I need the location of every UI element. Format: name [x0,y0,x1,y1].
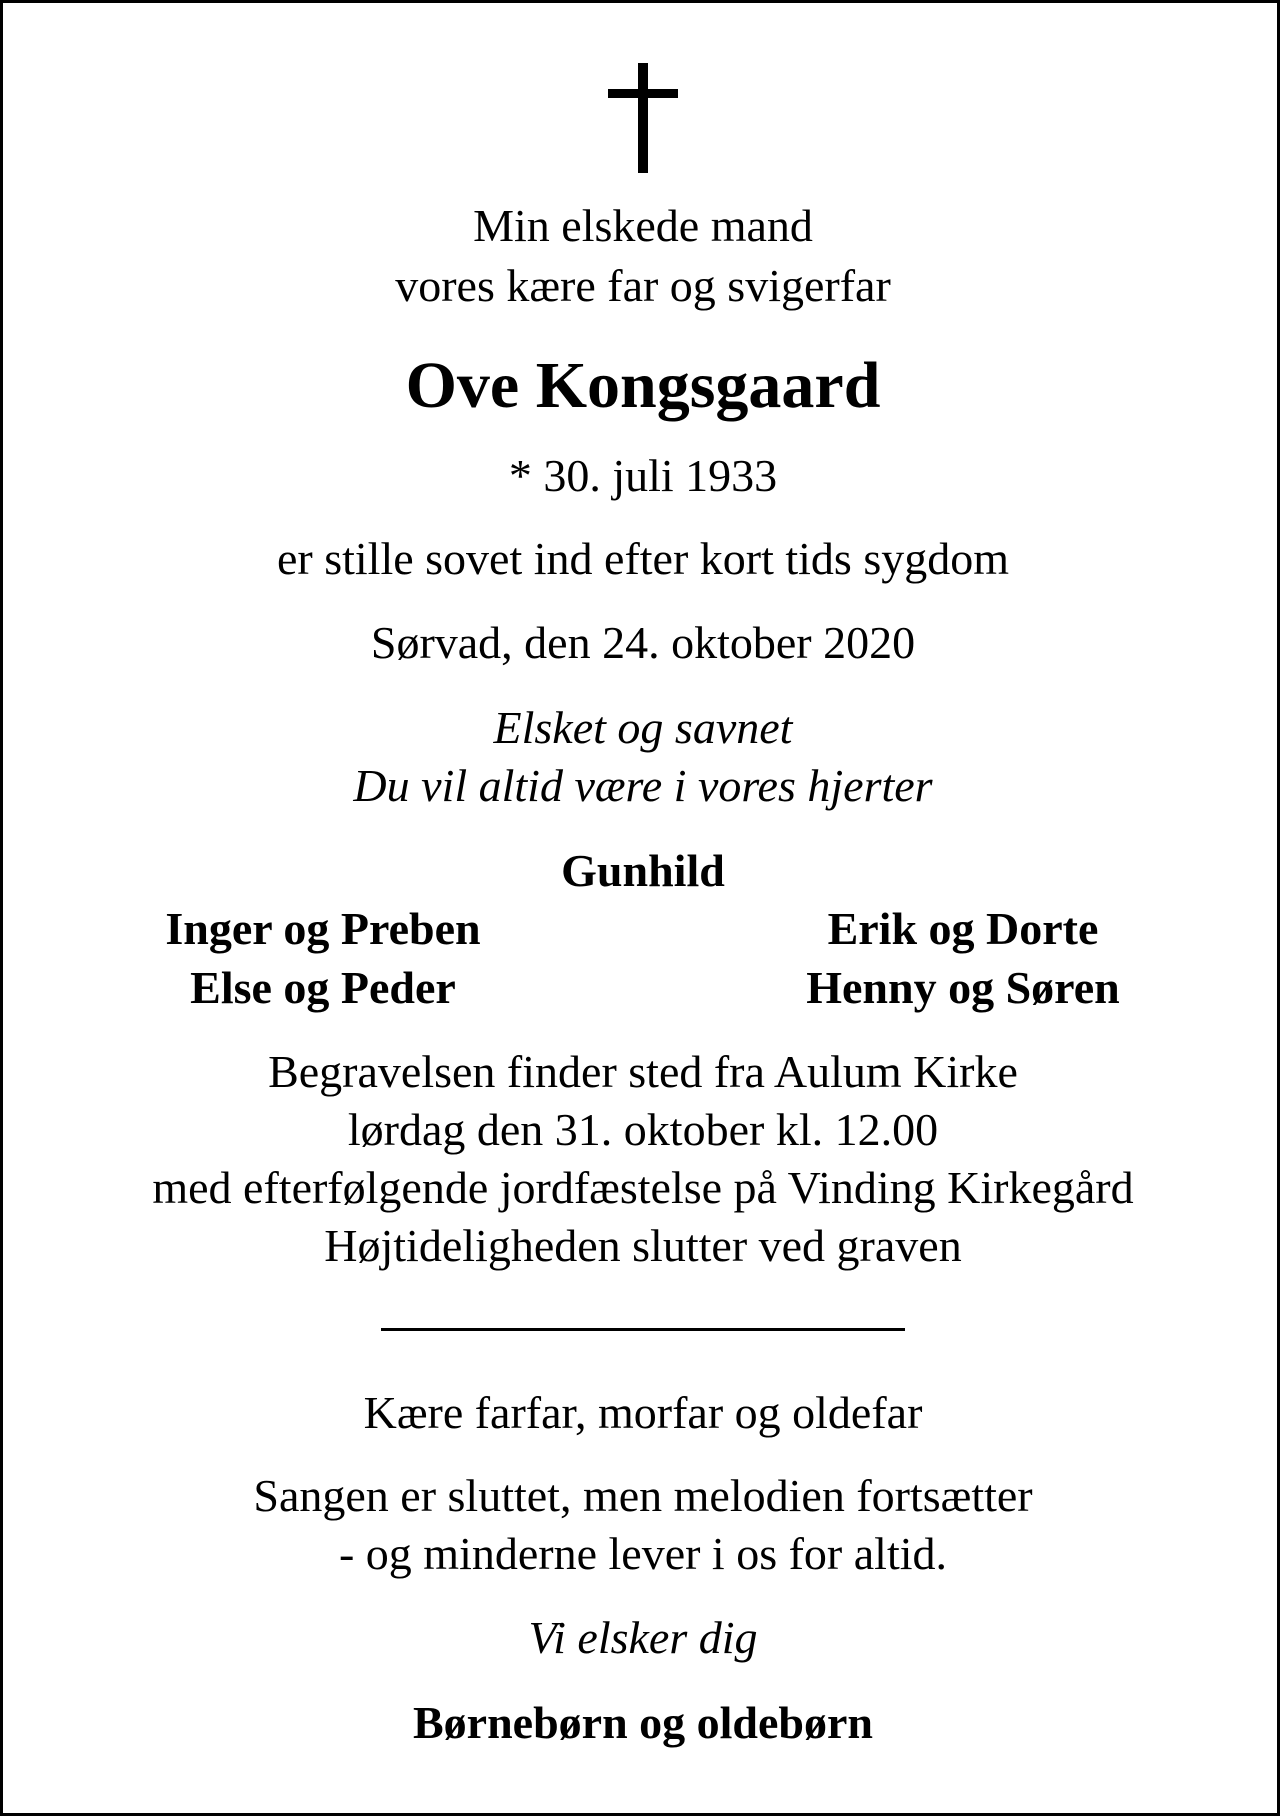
funeral-line-1: Begravelsen finder sted fra Aulum Kirke [268,1046,1018,1097]
grandchildren-signature: Børnebørn og oldebørn [412,1697,874,1748]
intro-line-2: vores kære far og svigerfar [395,260,891,311]
family-right-2: Henny og Søren [806,962,1120,1013]
funeral-line-2: lørdag den 31. oktober kl. 12.00 [347,1104,939,1155]
love-line: Vi elsker dig [528,1612,758,1663]
place-and-date: Sørvad, den 24. oktober 2020 [370,617,916,668]
announcement-text: er stille sovet ind efter kort tids sygdom [276,533,1010,584]
verse-line-1: Elsket og savnet [493,702,793,753]
latin-cross-icon [608,63,678,173]
grandchildren-verse-line-2: - og minderne lever i os for altid. [338,1528,948,1579]
family-left-2: Else og Peder [190,962,456,1013]
funeral-line-3: med efterfølgende jordfæstelse på Vinding Kirkegård [152,1162,1134,1213]
section-divider [381,1328,905,1331]
deceased-name: Ove Kongsgaard [405,349,881,422]
spouse-name: Gunhild [561,845,725,896]
family-right-1: Erik og Dorte [827,903,1099,954]
birth-date: * 30. juli 1933 [508,450,778,501]
verse-line-2: Du vil altid være i vores hjerter [353,760,933,811]
funeral-line-4: Højtideligheden slutter ved graven [324,1220,962,1271]
family-left-1: Inger og Preben [165,903,481,954]
grandchildren-greeting: Kære farfar, morfar og oldefar [363,1387,923,1438]
intro-line-1: Min elskede mand [473,200,813,251]
grandchildren-verse-line-1: Sangen er sluttet, men melodien fortsætter [253,1470,1033,1521]
